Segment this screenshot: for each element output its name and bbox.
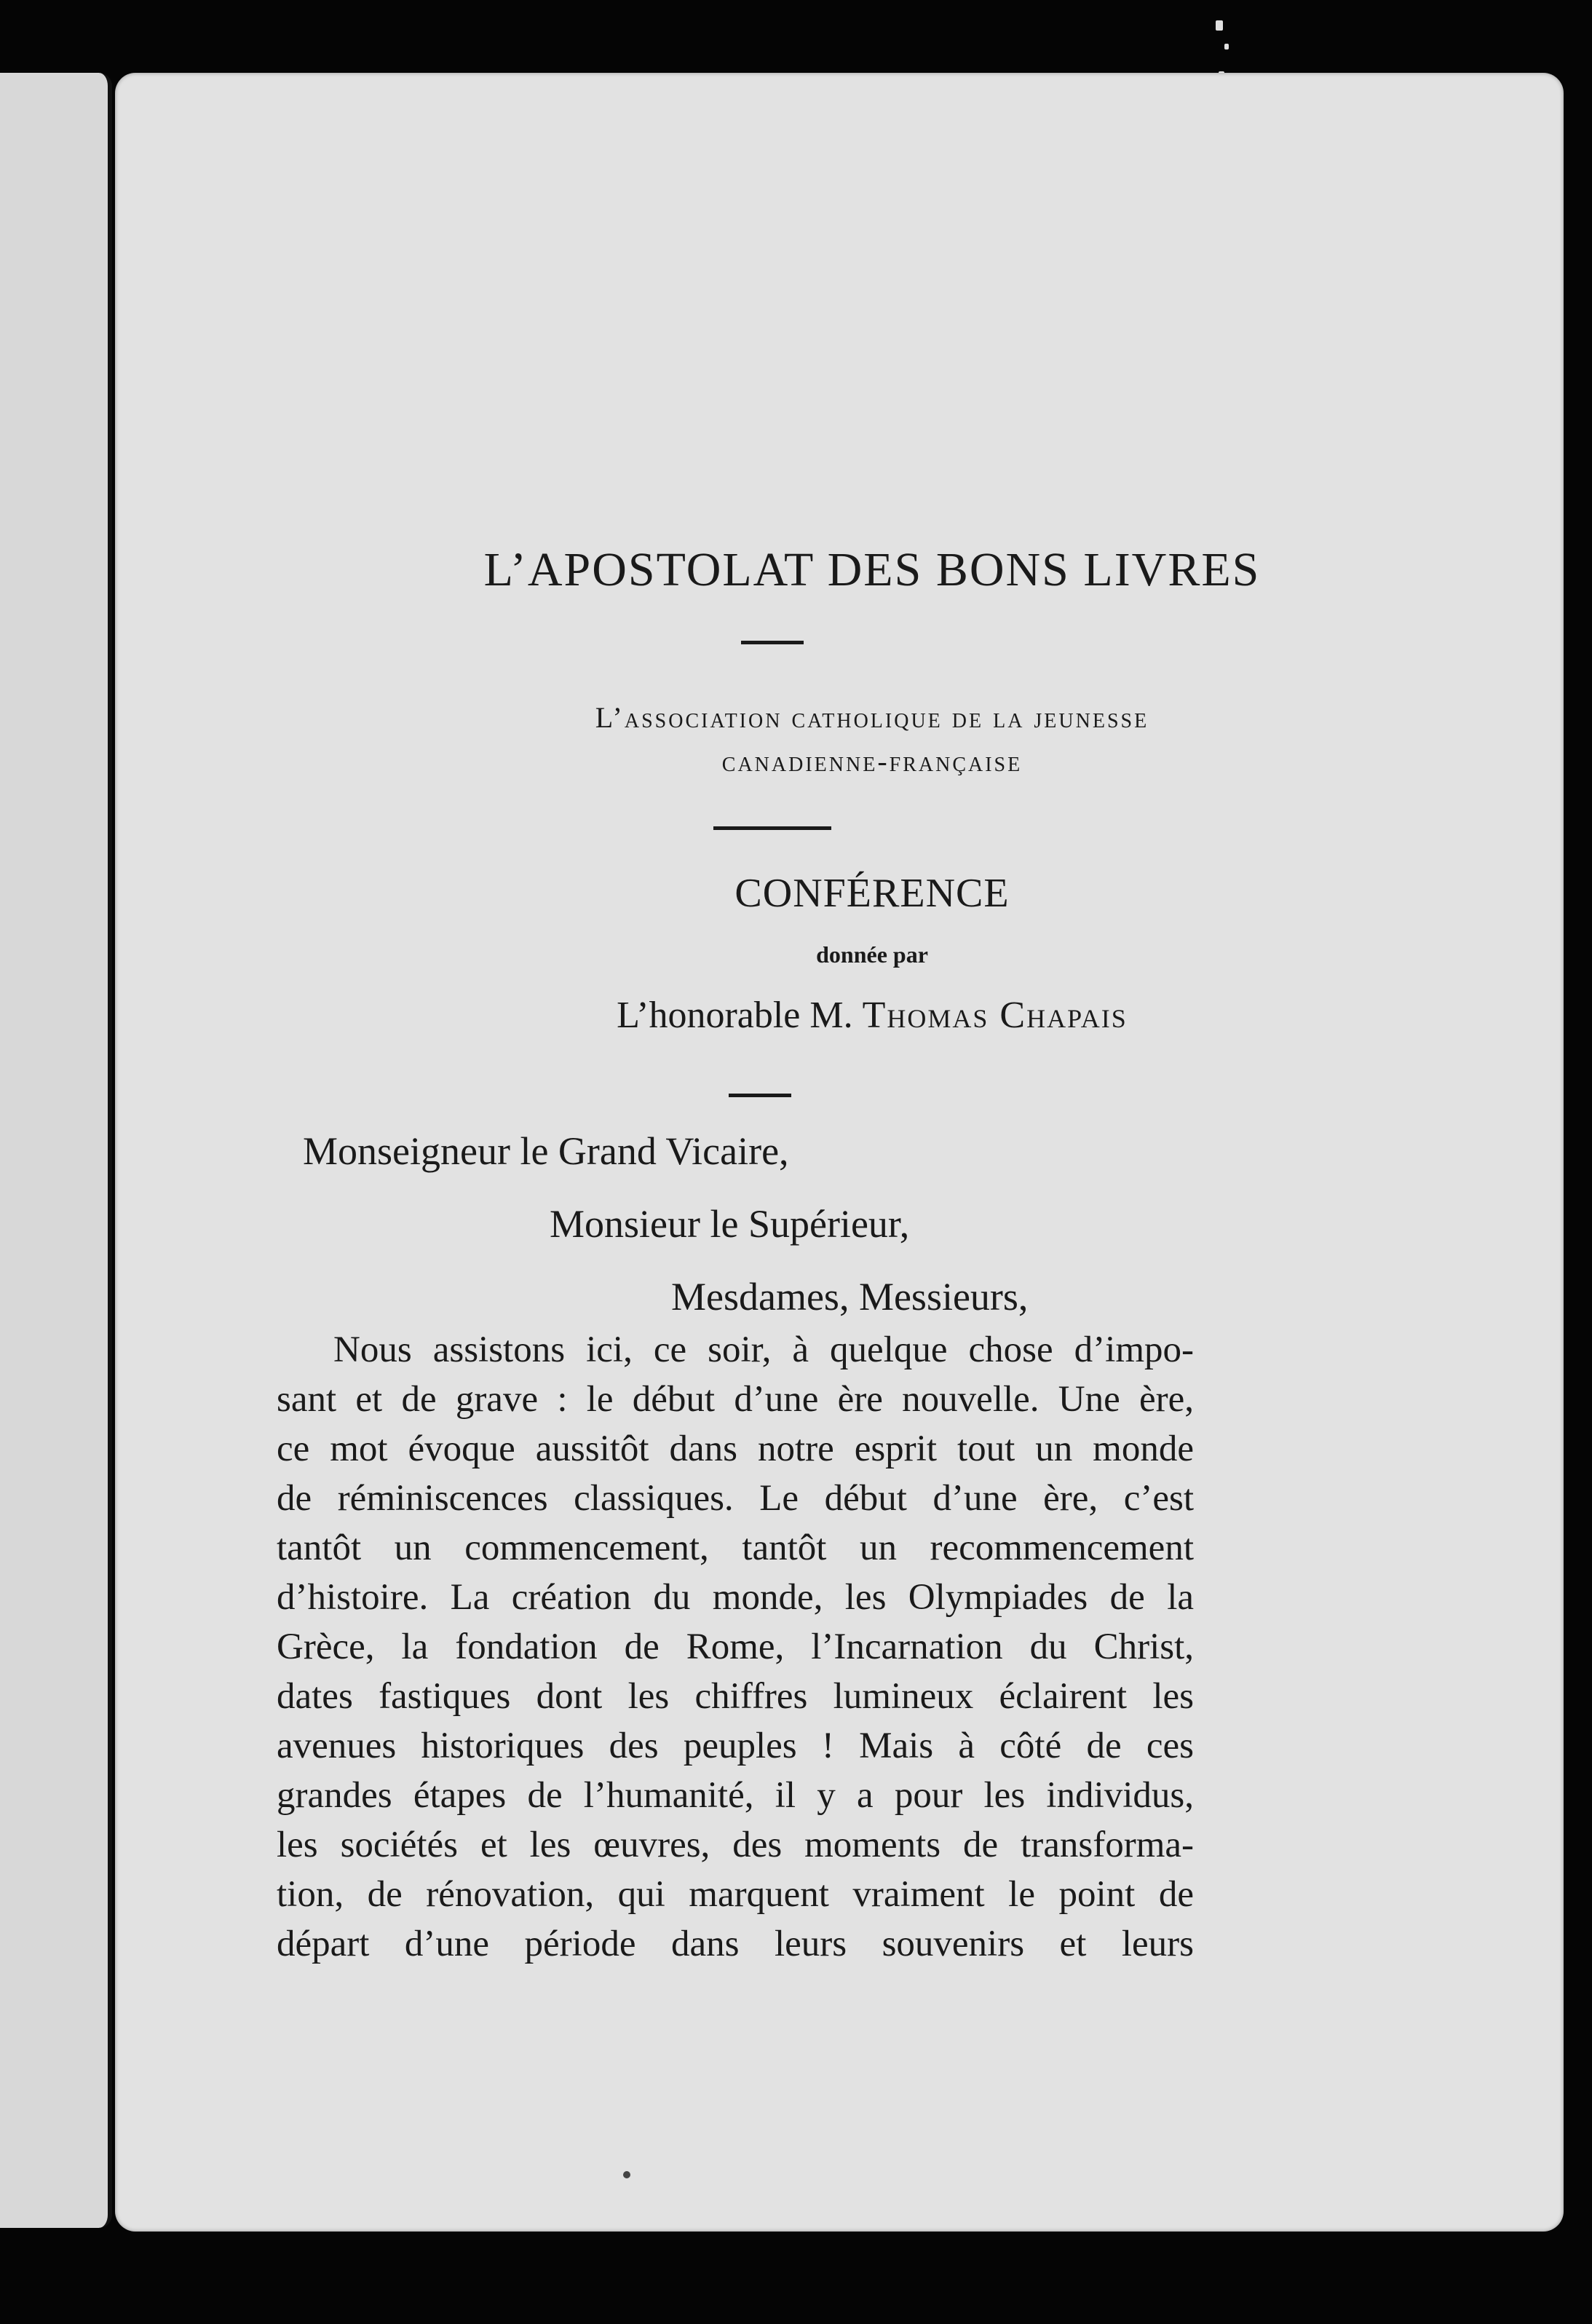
body-line: tion, de rénovation, qui marquent vraiment le point de xyxy=(277,1874,1194,1915)
page-content xyxy=(115,73,1564,2232)
body-line: tantôt un commencement, tantôt un recommencement xyxy=(277,1527,1194,1568)
author-name: Thomas Chapais xyxy=(862,995,1128,1036)
given-by-label: donnée par xyxy=(816,941,928,968)
body-line: sant et de grave : le début d’une ère nouvelle. Une ère, xyxy=(277,1379,1194,1420)
salutation-2: Monsieur le Supérieur, xyxy=(550,1202,910,1246)
book-page xyxy=(115,73,1564,2232)
author-rule xyxy=(729,1094,791,1097)
body-line: dates fastiques dont les chiffres lumineux éclairent les xyxy=(277,1676,1194,1717)
body-line: ce mot évoque aussitôt dans notre esprit tout un monde xyxy=(277,1428,1194,1469)
conference-heading: CONFÉRENCE xyxy=(734,871,1010,916)
subtitle-line-2: canadienne-française xyxy=(721,745,1023,778)
subtitle-rule xyxy=(713,826,831,830)
body-line: les sociétés et les œuvres, des moments de transforma- xyxy=(277,1825,1194,1865)
body-line: Nous assistons ici, ce soir, à quelque chose d’impo- xyxy=(333,1329,1194,1370)
body-line: grandes étapes de l’humanité, il y a pour les individus, xyxy=(277,1775,1194,1816)
body-line: Grèce, la fondation de Rome, l’Incarnation du Christ, xyxy=(277,1627,1194,1667)
salutation-1: Monseigneur le Grand Vicaire, xyxy=(303,1129,789,1173)
page-speck xyxy=(623,2171,630,2178)
body-line: de réminiscences classiques. Le début d’une ère, c’est xyxy=(277,1478,1194,1519)
title-rule xyxy=(741,641,804,644)
body-paragraph xyxy=(277,1325,1194,1969)
document-title: L’APOSTOLAT DES BONS LIVRES xyxy=(483,543,1261,596)
body-line: départ d’une période dans leurs souvenirs et leurs xyxy=(277,1924,1194,1964)
author-prefix: L’honorable M. xyxy=(617,995,853,1036)
salutation-3: Mesdames, Messieurs, xyxy=(671,1275,1029,1319)
body-line: d’histoire. La création du monde, les Olympiades de la xyxy=(277,1577,1194,1618)
previous-page-edge xyxy=(0,73,112,2228)
body-line: avenues historiques des peuples ! Mais à côté de ces xyxy=(277,1726,1194,1766)
subtitle-line-1: L’association catholique de la jeunesse xyxy=(595,701,1149,734)
author-line xyxy=(115,994,1564,1037)
